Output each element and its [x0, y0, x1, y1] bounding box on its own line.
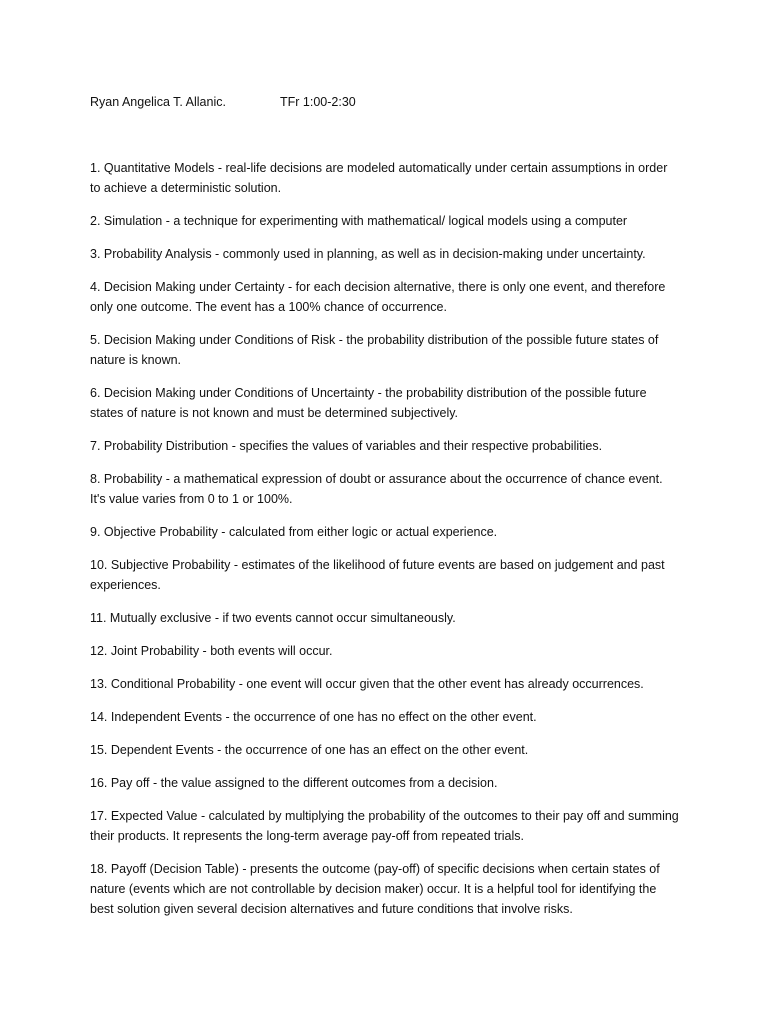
definition-item: 3. Probability Analysis - commonly used in planning, as well as in decision-making under uncertainty. [90, 247, 646, 261]
definition-item: 13. Conditional Probability - one event will occur given that the other event has already occurrences. [90, 677, 644, 691]
definition-item: 8. Probability - a mathematical expression of doubt or assurance about the occurrence of chance event. It's value varies from 0 to 1 or 100%. [90, 472, 663, 506]
author-name: Ryan Angelica T. Allanic. [90, 95, 226, 109]
definition-item: 9. Objective Probability - calculated from either logic or actual experience. [90, 525, 498, 539]
definition-item: 2. Simulation - a technique for experimenting with mathematical/ logical models using a computer [90, 214, 628, 228]
definition-item: 16. Pay off - the value assigned to the different outcomes from a decision. [90, 776, 498, 790]
definition-item: 6. Decision Making under Conditions of Uncertainty - the probability distribution of the possible future states of nature is not known and must be determined subjectively. [90, 386, 647, 420]
definition-item: 10. Subjective Probability - estimates of the likelihood of future events are based on judgement and past experiences. [90, 558, 665, 592]
definition-item: 11. Mutually exclusive - if two events cannot occur simultaneously. [90, 611, 456, 625]
definition-item: 18. Payoff (Decision Table) - presents the outcome (pay-off) of specific decisions when certain states of nature (events which are not controllable by decision maker) occur. It is a helpful tool for identifying the best solution given several decision alternatives and future conditions that involve risks. [90, 862, 660, 916]
definition-item: 12. Joint Probability - both events will occur. [90, 644, 333, 658]
definition-item: 5. Decision Making under Conditions of Risk - the probability distribution of the possible future states of nature is known. [90, 333, 659, 367]
definition-item: 17. Expected Value - calculated by multiplying the probability of the outcomes to their pay off and summing their products. It represents the long-term average pay-off from repeated trials. [90, 809, 679, 843]
definition-item: 7. Probability Distribution - specifies the values of variables and their respective probabilities. [90, 439, 603, 453]
definition-item: 15. Dependent Events - the occurrence of one has an effect on the other event. [90, 743, 529, 757]
definition-item: 1. Quantitative Models - real-life decisions are modeled automatically under certain assumptions in order to achieve a deterministic solution. [90, 161, 668, 195]
document-header [90, 92, 356, 112]
class-schedule: TFr 1:00-2:30 [280, 95, 356, 109]
definition-item: 14. Independent Events - the occurrence of one has no effect on the other event. [90, 710, 537, 724]
definitions-list [90, 158, 680, 932]
definition-item: 4. Decision Making under Certainty - for each decision alternative, there is only one event, and therefore only one outcome. The event has a 100% chance of occurrence. [90, 280, 666, 314]
